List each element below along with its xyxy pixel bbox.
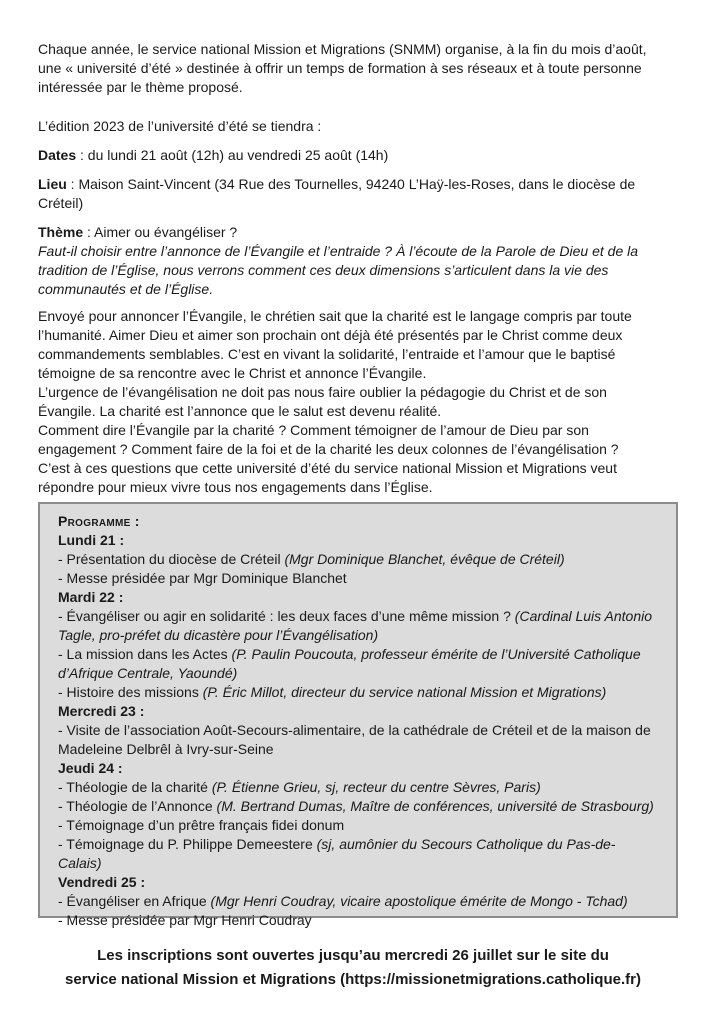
- programme-item-text: - Messe présidée par Mgr Henri Coudray: [58, 912, 312, 928]
- programme-day: Lundi 21 :: [58, 532, 125, 548]
- body-paragraph-3: Comment dire l’Évangile par la charité ? Comment témoigner de l’amour de Dieu par son engagement ? Comment faire de la foi et de la charité les deux colonnes de l’évangélisation ?: [38, 422, 619, 457]
- programme-item-text: - Évangéliser ou agir en solidarité : les deux faces d’une même mission ?: [58, 608, 515, 624]
- programme-item: [58, 835, 658, 873]
- programme-day: Vendredi 25 :: [58, 874, 146, 890]
- edition-line: L’édition 2023 de l’université d’été se tiendra :: [38, 118, 322, 134]
- body-paragraph-2: L’urgence de l’évangélisation ne doit pas nous faire oublier la pédagogie du Christ et de son Évangile. La charité est l’annonce que le salut est devenu réalité.: [38, 384, 607, 419]
- body-paragraph-4: C’est à ces questions que cette université d’été du service national Mission et Migrations veut répondre pour mieux vivre tous nos engagements dans l’Église.: [38, 460, 617, 495]
- theme-description: Faut-il choisir entre l’annonce de l’Évangile et l’entraide ? À l’écoute de la Parole de Dieu et de la tradition de l’Église, nous verrons comment ces deux dimensions s’articulent dans la vie des communautés et de l’Église.: [38, 243, 639, 297]
- registration-footer: [0, 944, 706, 992]
- intro-paragraph: Chaque année, le service national Mission et Migrations (SNMM) organise, à la fin du mois d’août, une « université d’été » destinée à offrir un temps de formation à ses réseaux et à toute personne intéressée par le thème proposé.: [38, 41, 647, 95]
- programme-item-text: - Visite de l’association Août-Secours-alimentaire, de la cathédrale de Créteil et de la maison de Madeleine Delbrêl à Ivry-sur-Seine: [58, 722, 651, 757]
- programme-item: [58, 607, 658, 645]
- programme-item: [58, 892, 658, 911]
- programme-day: Mercredi 23 :: [58, 703, 145, 719]
- body-paragraph-1: Envoyé pour annoncer l’Évangile, le chrétien sait que la charité est le langage compris par toute l’humanité. Aimer Dieu et aimer son prochain ont déjà été présentés par le Christ comme deux commandements semblables. C’est en vivant la solidarité, l’entraide et l’amour que le baptisé témoigne de sa rencontre avec le Christ et annonce l’Évangile.: [38, 308, 632, 381]
- theme-line: [38, 223, 668, 242]
- programme-days: [58, 531, 658, 930]
- dates-line: [38, 146, 668, 165]
- programme-item-text: - Évangéliser en Afrique: [58, 893, 211, 909]
- theme-label: Thème: [38, 224, 84, 240]
- programme-day: Jeudi 24 :: [58, 760, 123, 776]
- programme-item-detail: (Mgr Dominique Blanchet, évêque de Créteil): [284, 551, 565, 567]
- theme-value: : Aimer ou évangéliser ?: [83, 224, 238, 240]
- programme-item: [58, 569, 658, 588]
- programme-item-text: - Messe présidée par Mgr Dominique Blanchet: [58, 570, 347, 586]
- programme-item-text: - Présentation du diocèse de Créteil: [58, 551, 285, 567]
- programme-item: [58, 911, 658, 930]
- programme-item: [58, 816, 658, 835]
- programme-item-detail: (sj, aumônier du Secours Catholique du Pas-de-Calais): [58, 836, 616, 871]
- programme-day: Mardi 22 :: [58, 589, 124, 605]
- programme-item: [58, 797, 658, 816]
- programme-item-text: - Témoignage du P. Philippe Demeestere: [58, 836, 317, 852]
- programme-item-detail: (M. Bertrand Dumas, Maître de conférences, université de Strasbourg): [216, 798, 654, 814]
- programme-item-text: - La mission dans les Actes: [58, 646, 232, 662]
- programme-item-text: - Histoire des missions: [58, 684, 203, 700]
- programme-item: [58, 683, 658, 702]
- programme-item-detail: (P. Paulin Poucouta, professeur émérite de l’Université Catholique d’Afrique Centrale, Yaoundé): [58, 646, 641, 681]
- programme-item-text: - Théologie de la charité: [58, 779, 212, 795]
- programme-item-detail: (P. Éric Millot, directeur du service national Mission et Migrations): [202, 684, 607, 700]
- lieu-line: [38, 175, 668, 213]
- programme-item-detail: (Cardinal Luis Antonio Tagle, pro-préfet du dicastère pour l’Évangélisation): [58, 608, 653, 643]
- programme-title: Programme :: [58, 513, 140, 529]
- footer-line-2: service national Mission et Migrations (https://missionetmigrations.catholique.fr): [65, 971, 641, 988]
- dates-value: : du lundi 21 août (12h) au vendredi 25 août (14h): [76, 147, 389, 163]
- programme-item: [58, 550, 658, 569]
- programme-box: [38, 502, 678, 928]
- programme-item-text: - Témoignage d’un prêtre français fidei donum: [58, 817, 345, 833]
- footer-line-1: Les inscriptions sont ouvertes jusqu’au mercredi 26 juillet sur le site du: [97, 947, 609, 964]
- programme-item-detail: (Mgr Henri Coudray, vicaire apostolique émérite de Mongo - Tchad): [210, 893, 628, 909]
- programme-item-text: - Théologie de l’Annonce: [58, 798, 217, 814]
- programme-item-detail: (P. Étienne Grieu, sj, recteur du centre Sèvres, Paris): [211, 779, 541, 795]
- programme-item: [58, 778, 658, 797]
- programme-item: [58, 645, 658, 683]
- lieu-value: : Maison Saint-Vincent (34 Rue des Tournelles, 94240 L’Haÿ-les-Roses, dans le diocèse de Créteil): [38, 176, 636, 211]
- programme-item: [58, 721, 658, 759]
- lieu-label: Lieu: [38, 176, 67, 192]
- dates-label: Dates: [38, 147, 77, 163]
